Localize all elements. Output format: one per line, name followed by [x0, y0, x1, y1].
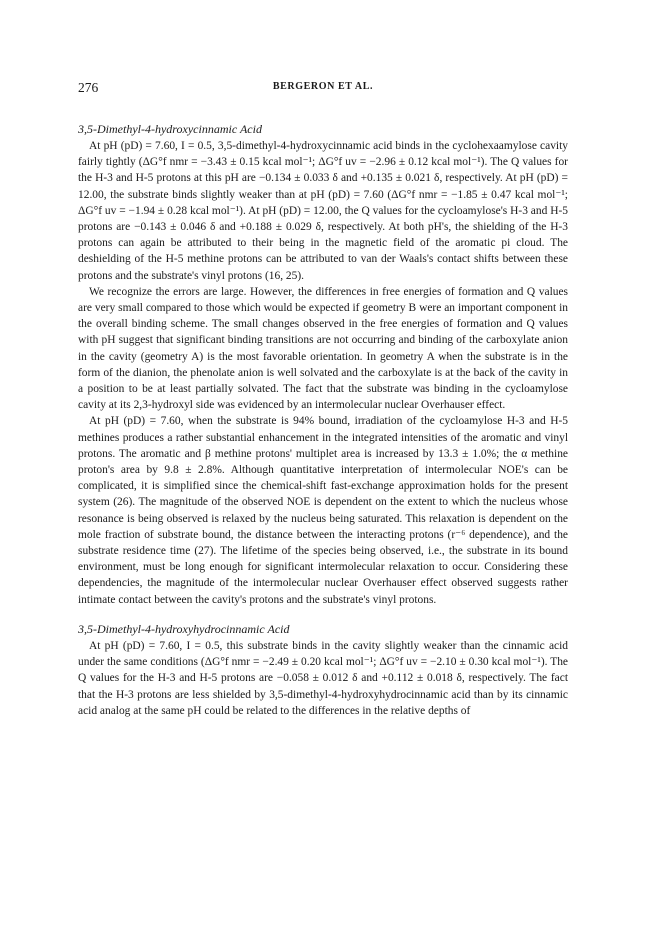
page-number: 276 [78, 80, 99, 95]
article-body [78, 121, 568, 719]
paragraph: At pH (pD) = 7.60, when the substrate is 94% bound, irradiation of the cycloamylose H-3 and H-5 methines produces a rather substantial enhancement in the integrated intensities of the aromatic and vinyl protons. The aromatic and β methine protons' multiplet area is increased by 13.3 ± 1.0%; the α methine proton's area by 9.8 ± 2.8%. Although quantitative interpretation of intermolecular NOE's can be complicated, it is simplified since the chemical-shift fast-exchange approximation holds for the present system (26). The magnitude of the observed NOE is dependent on the extent to which the nucleus whose resonance is being observed is relaxed by the nucleus being saturated. This relaxation is dependent on the mole fraction of substrate bound, the distance between the interacting protons (r⁻⁶ dependence), and the substrate residence time (27). The lifetime of the species being observed, i.e., the substrate in its bound environment, must be long enough for significant intermolecular relaxation to occur. Considering these dependencies, the magnitude of the intermolecular nuclear Overhauser effect observed suggests rather intimate contact between the cavity's protons and the substrate's vinyl protons. [78, 415, 568, 606]
section-title: 3,5-Dimethyl-4-hydroxyhydrocinnamic Acid [78, 621, 290, 636]
paragraph: At pH (pD) = 7.60, I = 0.5, 3,5-dimethyl-4-hydroxycinnamic acid binds in the cyclohexaamylose cavity fairly tightly (ΔG°f nmr = −3.43 ± 0.15 kcal mol⁻¹; ΔG°f uv = −2.96 ± 0.12 kcal mol⁻¹). The Q values for the H-3 and H-5 protons at this pH are −0.134 ± 0.033 δ and +0.135 ± 0.021 δ, respectively. At pH (pD) = 12.00, the substrate binds slightly weaker than at pH (pD) = 7.60 (ΔG°f nmr = −1.85 ± 0.47 kcal mol⁻¹; ΔG°f uv = −1.94 ± 0.28 kcal mol⁻¹). At pH (pD) = 12.00, the Q values for the cycloamylose's H-3 and H-5 protons are −0.143 ± 0.046 δ and +0.188 ± 0.029 δ, respectively. At both pH's, the shielding of the H-3 protons can again be attributed to their being in the magnetic field of the aromatic pi cloud. The deshielding of the H-5 methine protons can be attributed to van der Waals's contact shifts between these protons and the substrate's vinyl protons (16, 25). [78, 140, 568, 282]
paragraph: We recognize the errors are large. However, the differences in free energies of formation and Q values are very small compared to those which would be expected if geometry B were an important component in the overall binding scheme. The small changes observed in the free energies of formation and Q values with pH suggest that significant binding transitions are not occurring and binding of the carboxylate anion in the cavity (geometry A) is the most favorable orientation. In geometry A when the substrate is in the form of the dianion, the phenolate anion is well solvated and the carboxylate is at the back of the cavity in a position to be at least partially solvated. The fact that the substrate was binding in the cycloamylose cavity at its 2,3-hydroxyl side was evidenced by an intermolecular nuclear Overhauser effect. [78, 285, 568, 412]
paragraph: At pH (pD) = 7.60, I = 0.5, this substrate binds in the cavity slightly weaker than the cinnamic acid under the same conditions (ΔG°f nmr = −2.49 ± 0.20 kcal mol⁻¹; ΔG°f uv = −2.10 ± 0.30 kcal mol⁻¹). The Q values for the H-3 and H-5 protons are −0.058 ± 0.012 δ and +0.112 ± 0.018 δ, respectively. The fact that the H-3 protons are less shielded by 3,5-dimethyl-4-hydroxyhydrocinnamic acid than by its cinnamic acid analog at the same pH could be related to the differences in the relative depths of [78, 639, 568, 717]
running-head: BERGERON ET AL. [272, 81, 374, 92]
section-title: 3,5-Dimethyl-4-hydroxycinnamic Acid [78, 122, 262, 136]
page-header [78, 80, 568, 98]
